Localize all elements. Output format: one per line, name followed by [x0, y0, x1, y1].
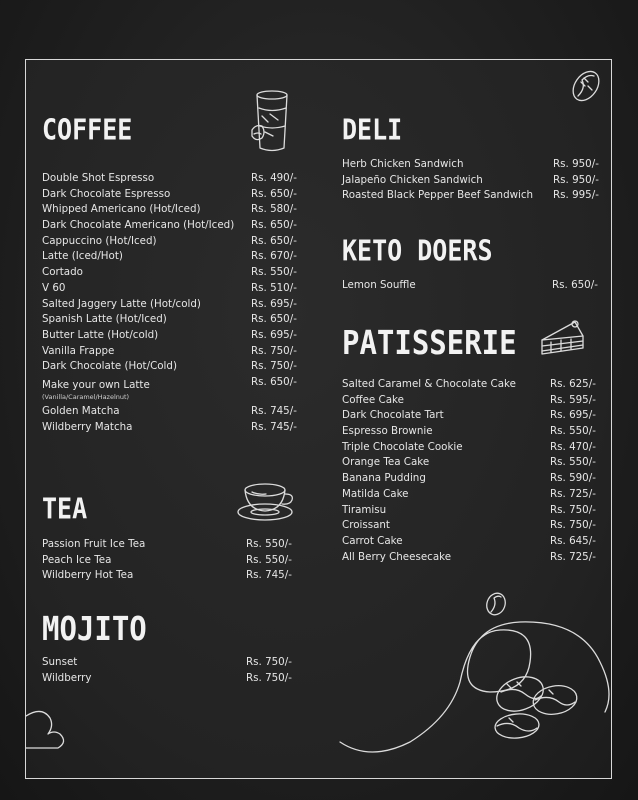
item-price: Rs. 625/- — [550, 378, 596, 390]
menu-item-cappuccino-hot-iced — [42, 234, 302, 250]
menu-item-espresso-brownie — [342, 424, 604, 440]
item-name: Wildberry — [42, 671, 92, 684]
menu-item-whipped-americano-hot-iced — [42, 202, 302, 218]
item-options: (Vanilla/Caramel/Hazelnut) — [42, 392, 130, 401]
item-price: Rs. 470/- — [550, 440, 596, 453]
item-name: V 60 — [42, 281, 66, 294]
menu-item-make-your-own-latte — [42, 375, 302, 404]
menu-item-tiramisu — [342, 503, 604, 519]
item-name: Salted Jaggery Latte (Hot/cold) — [42, 297, 201, 310]
item-price: Rs. 995/- — [553, 189, 599, 202]
item-price: Rs. 750/- — [246, 656, 292, 668]
item-price: Rs. 750/- — [251, 360, 297, 373]
item-price: Rs. 695/- — [251, 297, 297, 310]
item-name: Vanilla Frappe — [42, 344, 115, 357]
item-price: Rs. 750/- — [550, 519, 596, 532]
menu-item-golden-matcha — [42, 404, 302, 420]
item-name: Dark Chocolate Espresso — [42, 187, 171, 200]
menu-item-sunset — [42, 655, 302, 671]
menu-item-jalape-o-chicken-sandwich — [342, 173, 604, 189]
item-name: Jalapeño Chicken Sandwich — [342, 173, 483, 186]
item-price: Rs. 590/- — [550, 472, 596, 485]
deli-items — [342, 157, 604, 204]
item-price: Rs. 550/- — [550, 425, 596, 438]
tea-items — [42, 537, 302, 584]
menu-item-salted-jaggery-latte-hot-cold — [42, 297, 302, 313]
menu-item-banana-pudding — [342, 471, 604, 487]
item-price: Rs. 950/- — [553, 173, 599, 186]
menu-item-wildberry — [42, 671, 302, 687]
deli-section — [342, 113, 403, 147]
item-price: Rs. 725/- — [550, 550, 596, 563]
item-price: Rs. 650/- — [251, 313, 297, 326]
item-name: Make your own Latte — [42, 378, 150, 391]
item-price: Rs. 745/- — [246, 569, 292, 582]
deli-heading: DELI — [342, 113, 403, 147]
menu-item-coffee-cake — [342, 393, 604, 409]
item-price: Rs. 750/- — [246, 671, 292, 684]
menu-item-matilda-cake — [342, 487, 604, 503]
swirl-and-beans-decoration — [300, 612, 612, 778]
menu-item-double-shot-espresso — [42, 171, 302, 187]
keto-section — [342, 234, 493, 268]
mojito-section — [42, 609, 147, 649]
item-name: Dark Chocolate Americano (Hot/Iced) — [42, 219, 235, 232]
item-price: Rs. 695/- — [550, 409, 596, 422]
item-price: Rs. 695/- — [251, 328, 297, 341]
mojito-heading: MOJITO — [42, 609, 147, 649]
item-name: Coffee Cake — [342, 393, 404, 406]
item-price: Rs. 645/- — [550, 534, 596, 547]
menu-item-passion-fruit-ice-tea — [42, 537, 302, 553]
keto-items — [342, 278, 604, 294]
menu-item-wildberry-hot-tea — [42, 568, 302, 584]
item-price: Rs. 550/- — [251, 266, 297, 279]
menu-item-dark-chocolate-tart — [342, 408, 604, 424]
item-name: Whipped Americano (Hot/Iced) — [42, 203, 201, 216]
item-price: Rs. 670/- — [251, 250, 297, 263]
item-name: Banana Pudding — [342, 472, 426, 485]
item-name: Spanish Latte (Hot/Iced) — [42, 313, 167, 326]
item-name: Tiramisu — [342, 503, 387, 516]
menu-item-vanilla-frappe — [42, 344, 302, 360]
item-name: Triple Chocolate Cookie — [342, 440, 463, 453]
menu-item-herb-chicken-sandwich — [342, 157, 604, 173]
menu-item-dark-chocolate-americano-hot-iced — [42, 218, 302, 234]
item-name: Golden Matcha — [42, 404, 120, 417]
item-price: Rs. 950/- — [553, 158, 599, 170]
menu-item-latte-iced-hot — [42, 249, 302, 265]
item-name: Dark Chocolate Tart — [342, 409, 444, 422]
item-name: Butter Latte (Hot/cold) — [42, 328, 159, 341]
item-name: Lemon Souffle — [342, 279, 416, 291]
cloud-doodle — [24, 704, 94, 750]
patisserie-heading: PATISSERIE — [342, 323, 517, 363]
item-name: Orange Tea Cake — [342, 456, 430, 469]
item-price: Rs. 750/- — [550, 503, 596, 516]
menu-item-all-berry-cheesecake — [342, 550, 604, 566]
teacup-icon — [236, 478, 298, 524]
menu-item-croissant — [342, 518, 604, 534]
menu-item-roasted-black-pepper-beef-sandwich — [342, 188, 604, 204]
item-name: Matilda Cake — [342, 487, 409, 500]
item-price: Rs. 750/- — [251, 344, 297, 357]
menu-item-v-60 — [42, 281, 302, 297]
item-name: Wildberry Hot Tea — [42, 569, 134, 582]
coffee-bean-icon — [566, 66, 606, 106]
item-name: Herb Chicken Sandwich — [342, 158, 464, 170]
item-name: Roasted Black Pepper Beef Sandwich — [342, 189, 534, 202]
item-name: Salted Caramel & Chocolate Cake — [342, 378, 516, 390]
patisserie-section — [342, 323, 517, 363]
keto-heading: KETO DOERS — [342, 234, 493, 268]
coffee-heading: COFFEE — [42, 113, 133, 147]
item-name: Passion Fruit Ice Tea — [42, 538, 146, 550]
item-name: Peach Ice Tea — [42, 553, 112, 566]
item-price: Rs. 595/- — [550, 393, 596, 406]
menu-item-spanish-latte-hot-iced — [42, 312, 302, 328]
menu-item-wildberry-matcha — [42, 420, 302, 436]
item-price: Rs. 650/- — [251, 234, 297, 247]
item-price: Rs. 550/- — [246, 538, 292, 550]
patisserie-items — [342, 377, 604, 565]
tea-heading: TEA — [42, 492, 88, 526]
menu-item-peach-ice-tea — [42, 553, 302, 569]
iced-coffee-cup-icon — [248, 86, 296, 156]
item-name: Carrot Cake — [342, 534, 403, 547]
coffee-section — [42, 113, 133, 147]
item-name: Cortado — [42, 266, 83, 279]
item-name: Cappuccino (Hot/Iced) — [42, 234, 157, 247]
coffee-items — [42, 171, 302, 435]
menu-item-carrot-cake — [342, 534, 604, 550]
mojito-items — [42, 655, 302, 686]
item-price: Rs. 490/- — [251, 172, 297, 184]
menu-item-orange-tea-cake — [342, 455, 604, 471]
menu-item-dark-chocolate-espresso — [42, 187, 302, 203]
item-price: Rs. 745/- — [251, 420, 297, 433]
item-price: Rs. 650/- — [251, 187, 297, 200]
tea-section — [42, 492, 88, 526]
item-name: Wildberry Matcha — [42, 420, 133, 433]
item-name: Double Shot Espresso — [42, 172, 155, 184]
item-price: Rs. 725/- — [550, 487, 596, 500]
item-price: Rs. 550/- — [246, 553, 292, 566]
item-price: Rs. 650/- — [251, 375, 297, 388]
item-name: Espresso Brownie — [342, 425, 433, 438]
menu-item-salted-caramel-chocolate-cake — [342, 377, 604, 393]
item-price: Rs. 650/- — [552, 279, 598, 291]
item-name: Sunset — [42, 656, 78, 668]
item-name: Croissant — [342, 519, 390, 532]
menu-item-lemon-souffle — [342, 278, 604, 294]
cake-slice-icon — [539, 318, 587, 360]
item-name: Dark Chocolate (Hot/Cold) — [42, 360, 177, 373]
item-name: All Berry Cheesecake — [342, 550, 452, 563]
item-price: Rs. 650/- — [251, 219, 297, 232]
item-price: Rs. 745/- — [251, 404, 297, 417]
item-price: Rs. 550/- — [550, 456, 596, 469]
item-price: Rs. 580/- — [251, 203, 297, 216]
menu-item-butter-latte-hot-cold — [42, 328, 302, 344]
item-name: Latte (Iced/Hot) — [42, 250, 123, 263]
menu-item-triple-chocolate-cookie — [342, 440, 604, 456]
menu-item-dark-chocolate-hot-cold — [42, 359, 302, 375]
item-price: Rs. 510/- — [251, 281, 297, 294]
menu-item-cortado — [42, 265, 302, 281]
